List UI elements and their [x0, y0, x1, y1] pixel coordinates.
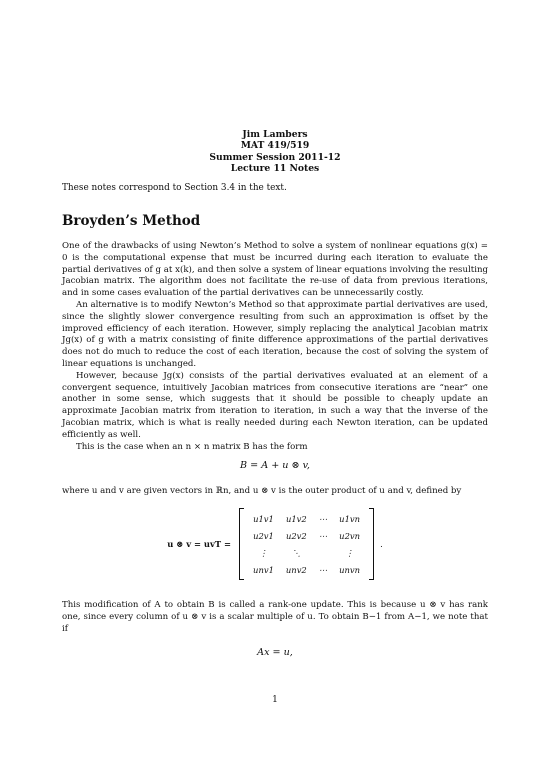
paragraph-2: An alternative is to modify Newton’s Method so that approximate partial derivatives are used, since the slightly slower convergence resulting from such an approximation is offset by the improved efficiency of each iteration. However, simply replacing the analytical Jacobian matrix Jg(x) of g with a matrix consisting of finite difference approximations of the partial derivatives does not do much to reduce the cost of each iteration, because the cost of solving the system of linear equations is unchanged.: [62, 299, 488, 369]
paragraph-4: This is the case when an n × n matrix B has the form: [76, 441, 308, 452]
matrix-cell: unv2: [285, 564, 307, 575]
paragraph-6: This modification of A to obtain B is called a rank-one update. This is because u ⊗ v has rank one, since every column of u ⊗ v is a scalar multiple of u. To obtain B−1 from A−1, we note that if: [62, 600, 488, 634]
outer-product-matrix: [0, 508, 550, 580]
equation-ax-u: Ax = u,: [257, 647, 293, 658]
matrix-cell: u1v1: [253, 513, 274, 524]
page-number: 1: [272, 695, 278, 705]
matrix-brackets: [239, 508, 374, 580]
matrix-cell: ⋯: [318, 564, 328, 575]
matrix-cell: u1vn: [339, 513, 361, 524]
paragraph-3: However, because Jg(x) consists of the partial derivatives evaluated at an element of a convergent sequence, intuitively Jacobian matrices from consecutive iterations are “near” one another in some sense, which suggests that it should be possible to cheaply update an approximate Jacobian matrix from iteration to iteration, in such a way that the inverse of the Jacobian matrix, which is what is really needed during each Newton iteration, can be updated efficiently as well.: [62, 370, 488, 440]
matrix-cell: unv1: [253, 564, 274, 575]
matrix-cell: [313, 544, 333, 561]
matrix-trailing-period: .: [380, 539, 383, 549]
matrix-cell: ⋮: [345, 547, 354, 558]
section-note: These notes correspond to Section 3.4 in the text.: [62, 183, 287, 193]
matrix-cell: ⋱: [292, 547, 301, 558]
session: Summer Session 2011-12: [209, 151, 341, 163]
matrix-cell: u2v2: [285, 530, 307, 541]
section-title: Broyden’s Method: [62, 213, 201, 229]
matrix-cell: ⋯: [318, 530, 328, 541]
matrix-cell: u1v2: [285, 513, 307, 524]
paragraph-1: One of the drawbacks of using Newton’s Method to solve a system of nonlinear equations g(x) = 0 is the computational expense that must be incurred during each iteration to evaluate the partial derivatives of g at x(k), and then solve a system of linear equations involving the resulting Jacobian matrix. The algorithm does not facilitate the re-use of data from previous iterations, and in some cases evaluation of the partial derivatives can be unnecessarily costly.: [62, 241, 488, 299]
document-header: [0, 129, 550, 174]
paragraph-5: where u and v are given vectors in ℝn, and u ⊗ v is the outer product of u and v, defined by: [62, 486, 462, 496]
course: MAT 419/519: [240, 140, 310, 152]
matrix-cell: unvn: [339, 564, 361, 575]
matrix-cell: u2vn: [339, 530, 361, 541]
matrix-cell: ⋯: [318, 513, 328, 524]
equation-rank-one: B = A + u ⊗ v,: [240, 460, 310, 471]
matrix-cell: ⋮: [259, 547, 268, 558]
body-text-2: [62, 486, 488, 498]
matrix-lhs: u ⊗ v = uvT =: [167, 539, 232, 549]
matrix-cell: u2v1: [253, 530, 274, 541]
body-text: [62, 241, 488, 453]
lecture-title: Lecture 11 Notes: [230, 162, 320, 174]
author: Jim Lambers: [242, 129, 308, 140]
body-text-3: [62, 600, 488, 635]
